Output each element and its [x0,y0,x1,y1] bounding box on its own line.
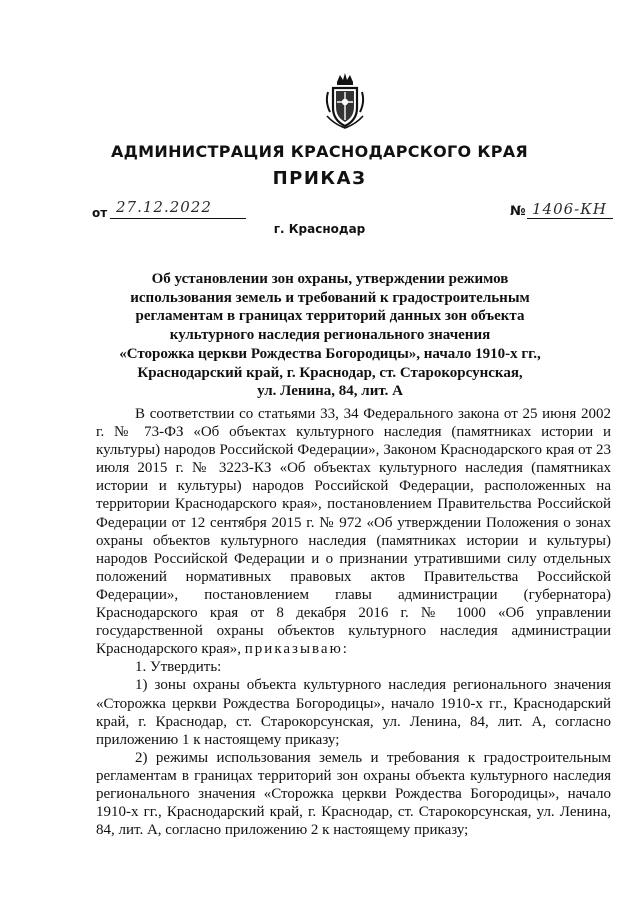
title-line: Об установлении зон охраны, утверждении режимов [151,271,509,287]
organization-name: АДМИНИСТРАЦИЯ КРАСНОДАРСКОГО КРАЯ [110,142,529,161]
document-type: ПРИКАЗ [272,168,367,189]
date-value: 27.12.2022 [116,198,212,216]
item-1: 1. Утвердить: [135,659,222,676]
city-name: г. Краснодар [273,222,366,236]
title-line: культурного наследия регионального значения [169,327,491,344]
preamble-paragraph [96,405,611,658]
title-line: регламентам в границах территорий данных зон объекта [135,308,525,325]
number-label: № [510,204,526,219]
order-word: приказываю: [244,641,349,658]
document-title [100,270,560,401]
item-1-1: 1) зоны охраны объекта культурного наследия регионального значения «Сторожка церкви Рождества Богородицы», начало 1910-х гг., Краснодарский край, г. Краснодар, ст. Старокорсунская, ул. Ленина, 84, лит. А, согласно приложению 1 к настоящему приказу; [96,677,611,748]
title-line: «Сторожка церкви Рождества Богородицы», начало 1910-х гг., [119,345,541,362]
title-line: ул. Ленина, 84, лит. А [257,383,403,400]
date-label: от [92,206,108,220]
document-body [96,405,611,839]
coat-of-arms-icon [324,72,366,130]
title-line: Краснодарский край, г. Краснодар, ст. Старокорсунская, [137,364,523,381]
preamble-text: В соответствии со статьями 33, 34 Федерального закона от 25 июня 2002 г. № 73-ФЗ «Об объектах культурного наследия (памятниках истории и культуры) народов Российской Федерации», Законом Краснодарского края от 23 июля 2015 г. № 3223-КЗ «Об объектах культурного наследия (памятниках истории и культуры) народов Российской Федерации, расположенных на территории Краснодарского края», постановлением Правительства Российской Федерации от 12 сентября 2015 г. № 972 «Об утверждении Положения о зонах охраны объектов культурного наследия (памятниках истории и культуры) народов Российской Федерации и о признании утратившими силу отдельных положений нормативных правовых актов Правительства Российской Федерации», постановлением главы администрации (губернатора) Краснодарского края от 8 декабря 2016 г. № 1000 «Об управлении государственной охраны объектов культурного наследия администрации Краснодарского края», [96,406,611,658]
item-1-2: 2) режимы использования земель и требования к градостроительным регламентам в границах территорий зон охраны объекта культурного наследия регионального значения «Сторожка церкви Рождества Богородицы», начало 1910-х гг., Краснодарский край, г. Краснодар, ст. Старокорсунская, ул. Ленина, 84, лит. А, согласно приложению 2 к настоящему приказу; [96,749,611,839]
number-value: 1406-КН [532,200,607,218]
title-line: использования земель и требований к градостроительным [130,289,530,306]
